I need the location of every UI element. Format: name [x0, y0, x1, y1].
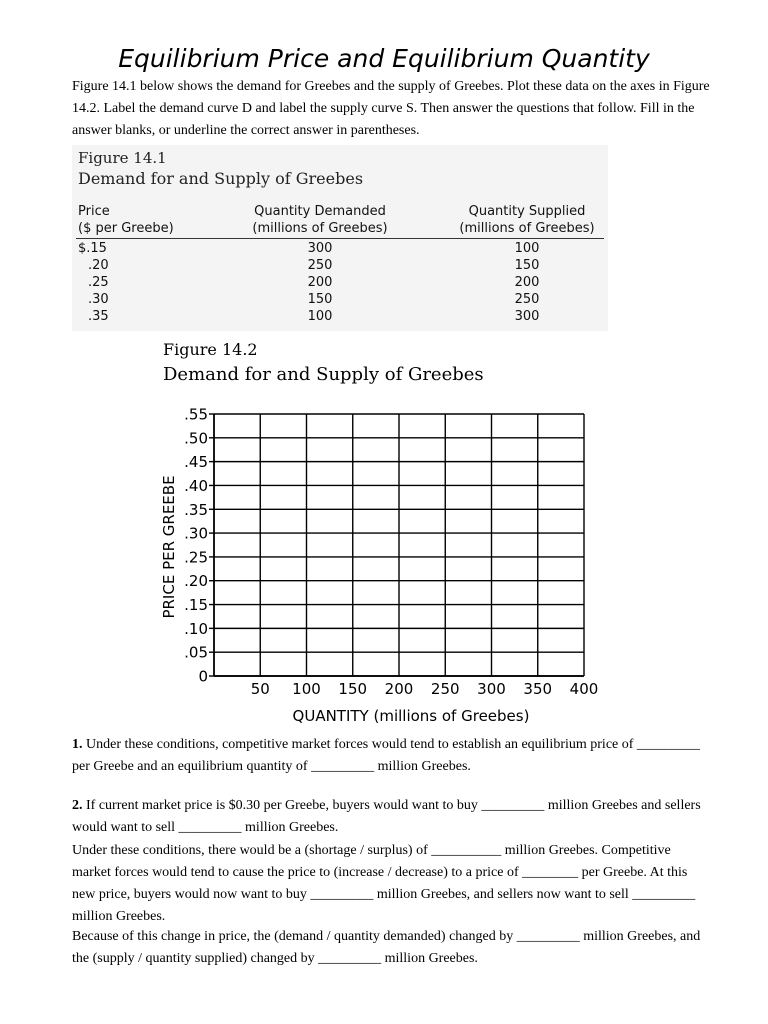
table-cell: .20 — [88, 258, 109, 273]
figure-14-2-title: Demand for and Supply of Greebes — [163, 364, 484, 385]
table-cell: $.15 — [78, 241, 107, 256]
qs-header-line1: Quantity Supplied — [468, 204, 586, 219]
price-column — [78, 240, 109, 325]
price-header-line2: ($ per Greebe) — [78, 221, 174, 236]
question-1-body: Under these conditions, competitive market forces would tend to establish an equilibrium price of _________ per Greebe and an equilibrium quantity of _________ million Greebes. — [72, 737, 700, 774]
figure-14-1-title: Demand for and Supply of Greebes — [78, 169, 364, 188]
price-column-header — [78, 203, 174, 237]
qd-header-line1: Quantity Demanded — [254, 204, 386, 219]
table-cell: 300 — [307, 241, 333, 256]
y-tick-label: .30 — [184, 524, 208, 543]
x-tick-label: 150 — [338, 680, 368, 698]
question-2-paragraph-change — [72, 926, 712, 970]
table-cell: 150 — [307, 292, 333, 307]
x-tick-label: 250 — [430, 680, 460, 698]
supply-demand-grid-chart — [150, 400, 610, 725]
intro-paragraph: Figure 14.1 below shows the demand for Greebes and the supply of Greebes. Plot these data on the axes in Figure 14.2. Label the demand curve D and label the supply curve S. Then answer the questions that follow. Fill in the answer blanks, or underline the correct answer in parentheses. — [72, 79, 710, 138]
y-tick-label: .50 — [184, 429, 208, 448]
table-cell: 300 — [514, 309, 540, 324]
table-header-rule — [76, 238, 604, 239]
y-tick-label: .20 — [184, 572, 208, 591]
x-axis-label: QUANTITY (millions of Greebes) — [292, 707, 530, 725]
x-tick-label: 50 — [250, 680, 270, 698]
x-tick-label: 400 — [569, 680, 599, 698]
y-tick-label: .10 — [184, 619, 208, 638]
intro-text — [72, 76, 712, 142]
x-tick-label: 300 — [477, 680, 506, 698]
y-tick-label: .40 — [184, 476, 208, 495]
figure-14-1-number: Figure 14.1 — [78, 149, 167, 167]
question-2-number: 2. — [72, 798, 83, 813]
x-tick-label: 350 — [523, 680, 553, 698]
table-cell: .35 — [88, 309, 109, 324]
table-cell: 150 — [514, 258, 540, 273]
y-tick-label: .25 — [184, 548, 208, 567]
question-1 — [72, 734, 712, 778]
table-cell: .25 — [88, 275, 109, 290]
table-cell: 100 — [514, 241, 540, 256]
qs-column-header — [446, 203, 608, 237]
question-1-text — [72, 734, 712, 778]
question-2 — [72, 795, 712, 839]
y-tick-label: .55 — [184, 405, 208, 424]
qs-column — [446, 240, 608, 325]
question-2-body: If current market price is $0.30 per Greebe, buyers would want to buy _________ million Greebes and sellers would want to sell _________ million Greebes. — [72, 798, 701, 835]
qd-header-line2: (millions of Greebes) — [252, 221, 388, 236]
table-cell: 250 — [307, 258, 333, 273]
y-tick-label: .15 — [184, 596, 208, 615]
table-cell: .30 — [88, 292, 109, 307]
figure-14-1-table — [72, 145, 608, 331]
y-tick-label: .35 — [184, 500, 208, 519]
table-cell: 200 — [307, 275, 333, 290]
question-1-number: 1. — [72, 737, 83, 752]
question-2-paragraph-shortage — [72, 840, 712, 928]
table-cell: 250 — [514, 292, 540, 307]
y-tick-label: 0 — [198, 667, 208, 686]
question-2-text — [72, 795, 712, 839]
price-header-line1: Price — [78, 204, 110, 219]
page-title: Equilibrium Price and Equilibrium Quantity — [118, 44, 650, 73]
shortage-paragraph: Under these conditions, there would be a (shortage / surplus) of __________ million Greebes. Competitive market forces would tend to cause the price to (increase / decrease) to a price of ________ per Greebe. At this new price, buyers would now want to buy _________ million Greebes, and sellers now want to sell _________ million Greebes. — [72, 843, 696, 924]
y-tick-label: .45 — [184, 453, 208, 472]
change-paragraph: Because of this change in price, the (demand / quantity demanded) changed by _________ million Greebes, and the (supply / quantity supplied) changed by _________ million Greebes. — [72, 929, 701, 966]
x-tick-label: 200 — [384, 680, 414, 698]
table-cell: 100 — [307, 309, 333, 324]
table-cell: 200 — [514, 275, 540, 290]
x-tick-label: 100 — [292, 680, 321, 698]
qd-column — [240, 240, 400, 325]
y-axis-label: PRICE PER GREEBE — [160, 475, 178, 619]
qd-column-header — [240, 203, 400, 237]
figure-14-2-number: Figure 14.2 — [163, 340, 258, 359]
y-tick-label: .05 — [184, 643, 208, 662]
qs-header-line2: (millions of Greebes) — [459, 221, 595, 236]
